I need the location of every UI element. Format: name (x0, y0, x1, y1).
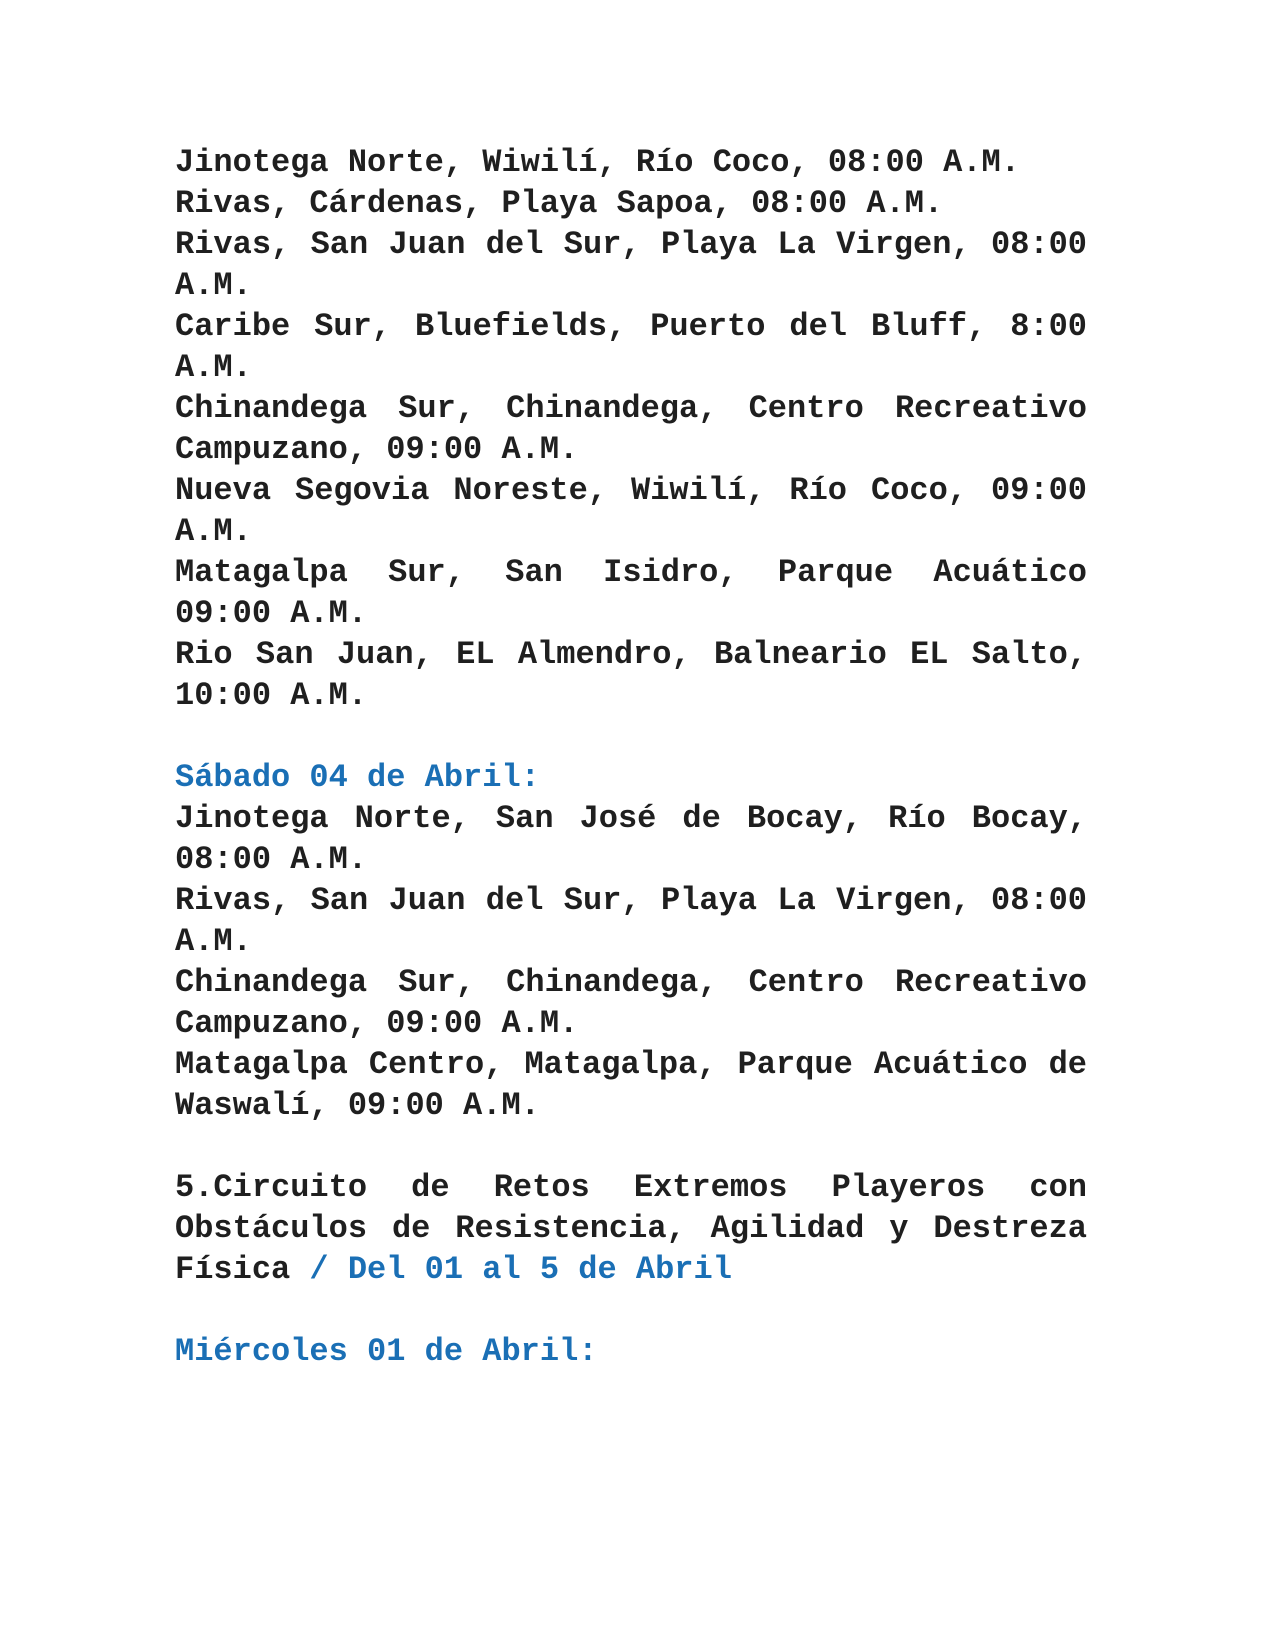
spacer (175, 1290, 1087, 1331)
section-title-text: 5.Circuito de Retos Extremos Playeros con Obstáculos de Resistencia, Agilidad y Destreza Física (175, 1169, 1087, 1288)
schedule-item: Matagalpa Centro, Matagalpa, Parque Acuático de Waswalí, 09:00 A.M. (175, 1046, 1087, 1124)
section-title (175, 1167, 1087, 1290)
schedule-item: Chinandega Sur, Chinandega, Centro Recreativo Campuzano, 09:00 A.M. (175, 390, 1087, 468)
schedule-item: Rio San Juan, EL Almendro, Balneario EL Salto, 10:00 A.M. (175, 636, 1087, 714)
schedule-item: Matagalpa Sur, San Isidro, Parque Acuático 09:00 A.M. (175, 554, 1087, 632)
spacer (175, 1126, 1087, 1167)
schedule-item: Rivas, Cárdenas, Playa Sapoa, 08:00 A.M. (175, 185, 944, 222)
day-heading-wednesday: Miércoles 01 de Abril: (175, 1333, 598, 1370)
schedule-item: Jinotega Norte, Wiwilí, Río Coco, 08:00 A.M. (175, 144, 1020, 181)
schedule-item: Caribe Sur, Bluefields, Puerto del Bluff, 8:00 A.M. (175, 308, 1087, 386)
schedule-item: Chinandega Sur, Chinandega, Centro Recreativo Campuzano, 09:00 A.M. (175, 964, 1087, 1042)
schedule-item: Rivas, San Juan del Sur, Playa La Virgen, 08:00 A.M. (175, 882, 1087, 960)
spacer (175, 716, 1087, 757)
schedule-item: Jinotega Norte, San José de Bocay, Río Bocay, 08:00 A.M. (175, 800, 1087, 878)
schedule-item: Nueva Segovia Noreste, Wiwilí, Río Coco, 09:00 A.M. (175, 472, 1087, 550)
document-page (175, 142, 1087, 1372)
section-date-range: / Del 01 al 5 de Abril (309, 1251, 732, 1288)
day-heading-saturday: Sábado 04 de Abril: (175, 759, 540, 796)
schedule-item: Rivas, San Juan del Sur, Playa La Virgen, 08:00 A.M. (175, 226, 1087, 304)
